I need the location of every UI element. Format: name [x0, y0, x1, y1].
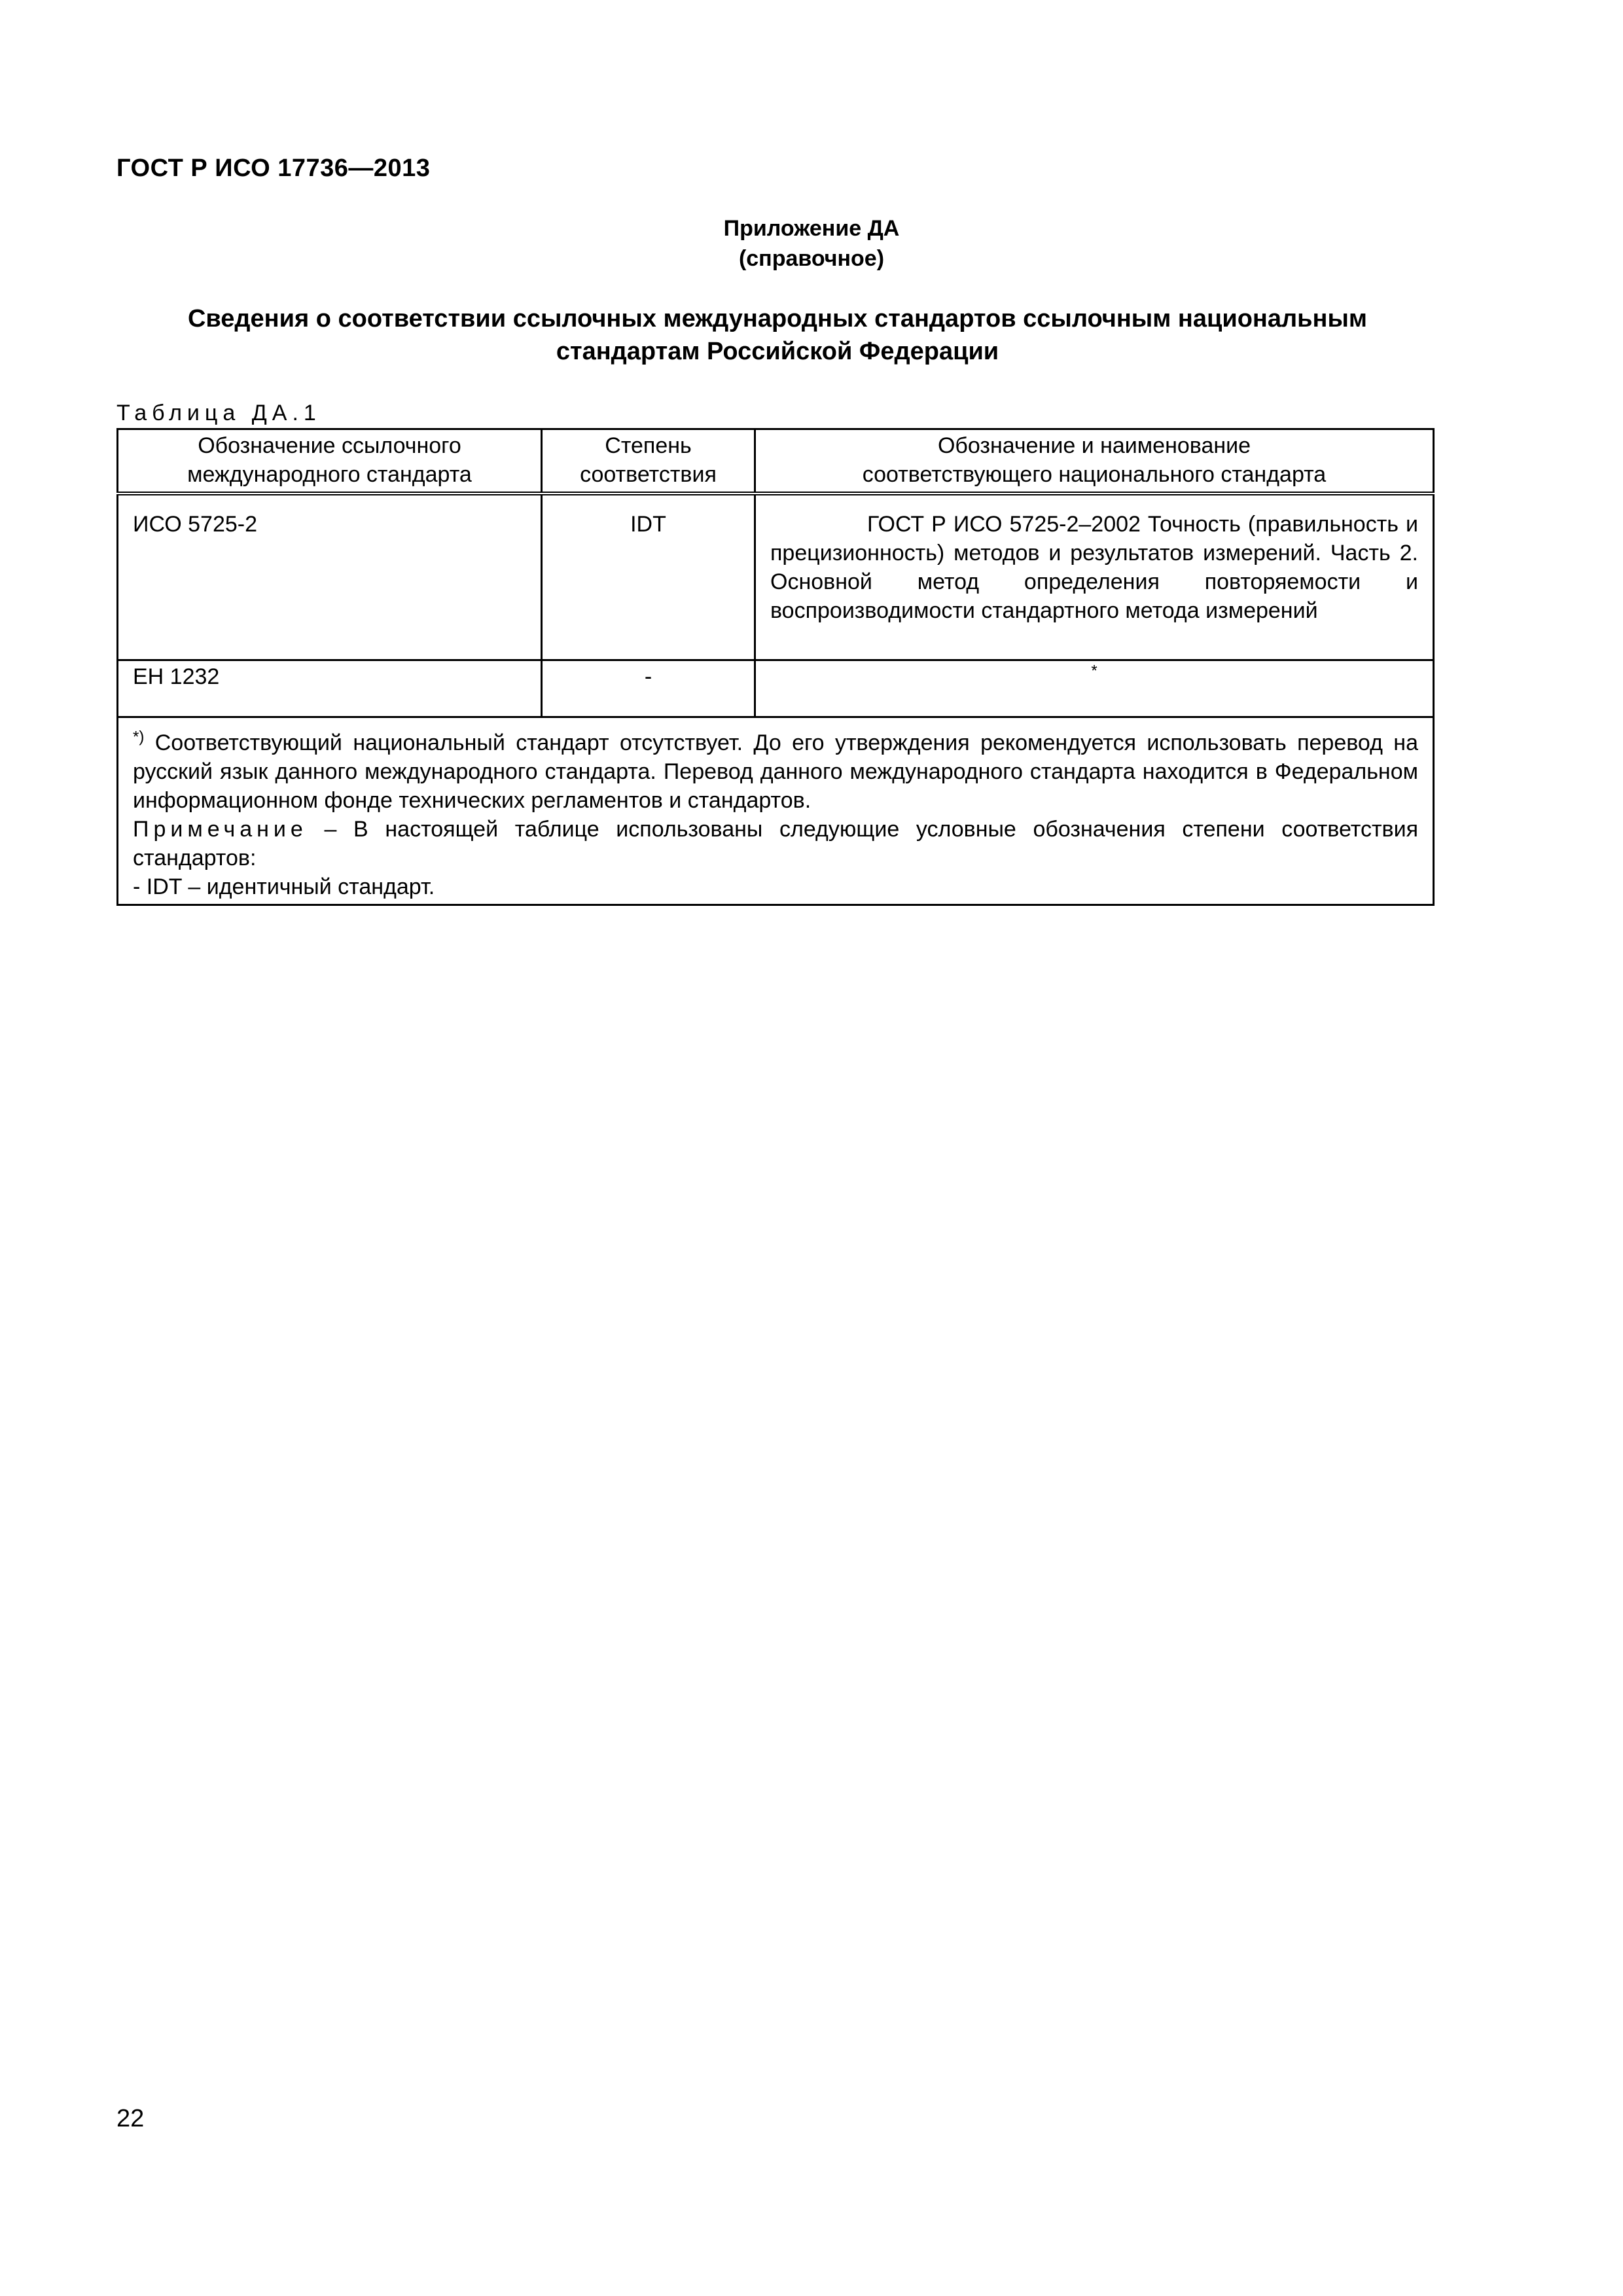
annex-status: (справочное) [738, 246, 885, 271]
table-footnote-cell [118, 717, 1434, 905]
annex-title: Приложение ДА [723, 216, 900, 241]
column-header-national [755, 429, 1434, 494]
table-note [133, 815, 1418, 872]
footnote-text: Соответствующий национальный стандарт отсутствует. До его утверждения рекомендуется использовать перевод на русский язык данного международного стандарта. Перевод данного международного стандарта находится в Федеральном информационном фонде технических регламентов и стандартов. [133, 730, 1418, 813]
section-heading-line-1: Сведения о соответствии ссылочных международных стандартов ссылочным национальным [187, 305, 1368, 332]
table-footnote-row [118, 717, 1434, 905]
column-header-degree [542, 429, 755, 494]
cell-national [755, 660, 1434, 717]
correspondence-table [116, 428, 1435, 906]
column-header-degree-line-1: Степень [605, 433, 692, 458]
cell-degree: - [542, 660, 755, 717]
cell-national: ГОСТ Р ИСО 5725-2–2002 Точность (правильность и прецизионность) методов и результатов измерений. Часть 2. Основной метод определения повторяемости и воспроизводимости стандартного метода измерений [755, 493, 1434, 660]
cell-international: ЕН 1232 [118, 660, 542, 717]
table-row [118, 660, 1434, 717]
note-label: Примечание [133, 817, 308, 842]
cell-international: ИСО 5725-2 [118, 493, 542, 660]
section-heading [116, 302, 1438, 368]
table-caption: Таблица ДА.1 [116, 401, 321, 425]
footnote-marker: *) [133, 728, 145, 746]
correspondence-table-wrapper [116, 428, 1435, 906]
document-code: ГОСТ Р ИСО 17736—2013 [116, 154, 431, 182]
column-header-international-line-1: Обозначение ссылочного [198, 433, 461, 458]
table-row [118, 493, 1434, 660]
page-number: 22 [116, 2105, 145, 2132]
column-header-national-line-1: Обозначение и наименование [937, 433, 1251, 458]
footnote [133, 728, 1418, 815]
column-header-national-line-2: соответствующего национального стандарта [862, 462, 1327, 487]
cell-degree: IDT [542, 493, 755, 660]
table-header-row [118, 429, 1434, 494]
section-heading-line-2: стандартам Российской Федерации [556, 338, 999, 365]
note-text: – В настоящей таблице использованы следующие условные обозначения степени соответствия стандартов: [133, 817, 1418, 870]
column-header-international [118, 429, 542, 494]
column-header-international-line-2: международного стандарта [187, 462, 472, 487]
note-item: - IDT – идентичный стандарт. [133, 874, 435, 899]
footnote-reference-mark: * [1091, 662, 1097, 680]
column-header-degree-line-2: соответствия [580, 462, 717, 487]
